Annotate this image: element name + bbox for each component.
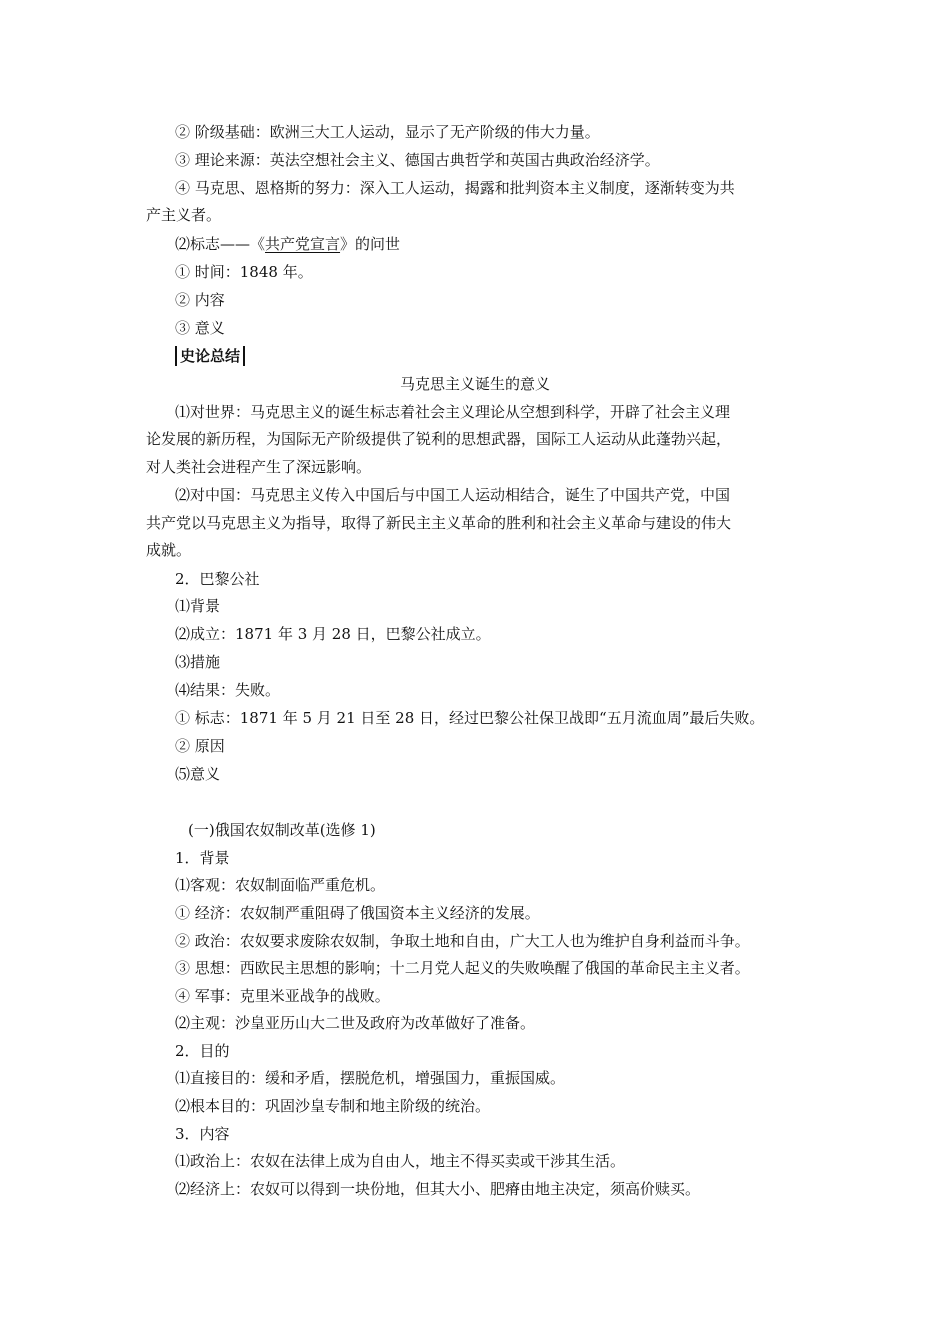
text-line: ① 时间：1848 年。 (175, 263, 313, 281)
text-line: ⑸意义 (175, 765, 221, 783)
text-line: ⑴对世界：马克思主义的诞生标志着社会主义理论从空想到科学，开辟了社会主义理 (175, 403, 731, 421)
section-title: (一)俄国农奴制改革(选修 1) (188, 821, 376, 839)
marker-line (175, 234, 400, 254)
text-line: ① 经济：农奴制严重阻碍了俄国资本主义经济的发展。 (175, 904, 540, 922)
text-line: 产主义者。 (146, 206, 222, 224)
book-title: 共产党宣言 (265, 235, 341, 253)
text-line: ④ 军事：克里米亚战争的战败。 (175, 987, 390, 1005)
text-line: ⑵对中国：马克思主义传入中国后与中国工人运动相结合，诞生了中国共产党，中国 (175, 486, 731, 504)
text-line: ⑴政治上：农奴在法律上成为自由人，地主不得买卖或干涉其生活。 (175, 1152, 626, 1170)
text-line: ② 阶级基础：欧洲三大工人运动，显示了无产阶级的伟大力量。 (175, 123, 600, 141)
text-line: 对人类社会进程产生了深远影响。 (146, 458, 372, 476)
text-line: ⑵成立：1871 年 3 月 28 日，巴黎公社成立。 (175, 625, 491, 643)
marker-suffix: 》的问世 (340, 235, 401, 253)
text-line: ⑶措施 (175, 653, 221, 671)
text-line: ⑴直接目的：缓和矛盾，摆脱危机，增强国力，重振国威。 (175, 1069, 566, 1087)
section-heading: 2．目的 (175, 1042, 230, 1060)
section-heading: 2．巴黎公社 (175, 570, 260, 588)
text-line: ② 原因 (175, 737, 225, 755)
section-heading: 1．背景 (175, 849, 230, 867)
text-line: ③ 思想：西欧民主思想的影响；十二月党人起义的失败唤醒了俄国的革命民主主义者。 (175, 959, 750, 977)
summary-label: 史论总结 (175, 346, 245, 366)
text-line: ⑵根本目的：巩固沙皇专制和地主阶级的统治。 (175, 1097, 491, 1115)
text-line: 论发展的新历程，为国际无产阶级提供了锐利的思想武器，国际工人运动从此蓬勃兴起， (146, 430, 732, 448)
text-line: ② 政治：农奴要求废除农奴制，争取土地和自由，广大工人也为维护自身利益而斗争。 (175, 932, 750, 950)
text-line: 共产党以马克思主义为指导，取得了新民主主义革命的胜利和社会主义革命与建设的伟大 (146, 514, 732, 532)
text-line: ① 标志：1871 年 5 月 21 日至 28 日，经过巴黎公社保卫战即“五月流血周”最后失败。 (175, 709, 765, 727)
text-line: 成就。 (146, 541, 192, 559)
text-line: ③ 意义 (175, 319, 225, 337)
text-line: ⑴客观：农奴制面临严重危机。 (175, 876, 386, 894)
text-line: ③ 理论来源：英法空想社会主义、德国古典哲学和英国古典政治经济学。 (175, 151, 660, 169)
text-line: ② 内容 (175, 291, 225, 309)
text-line: ⑷结果：失败。 (175, 681, 281, 699)
text-line: ⑴背景 (175, 597, 221, 615)
text-line: ⑵主观：沙皇亚历山大二世及政府为改革做好了准备。 (175, 1014, 536, 1032)
section-heading: 3．内容 (175, 1125, 230, 1143)
text-line: ④ 马克思、恩格斯的努力：深入工人运动，揭露和批判资本主义制度，逐渐转变为共 (175, 179, 735, 197)
text-line: ⑵经济上：农奴可以得到一块份地，但其大小、肥瘠由地主决定，须高价赎买。 (175, 1180, 701, 1198)
summary-title: 马克思主义诞生的意义 (399, 375, 550, 393)
marker-prefix: ⑵标志——《 (175, 235, 266, 253)
